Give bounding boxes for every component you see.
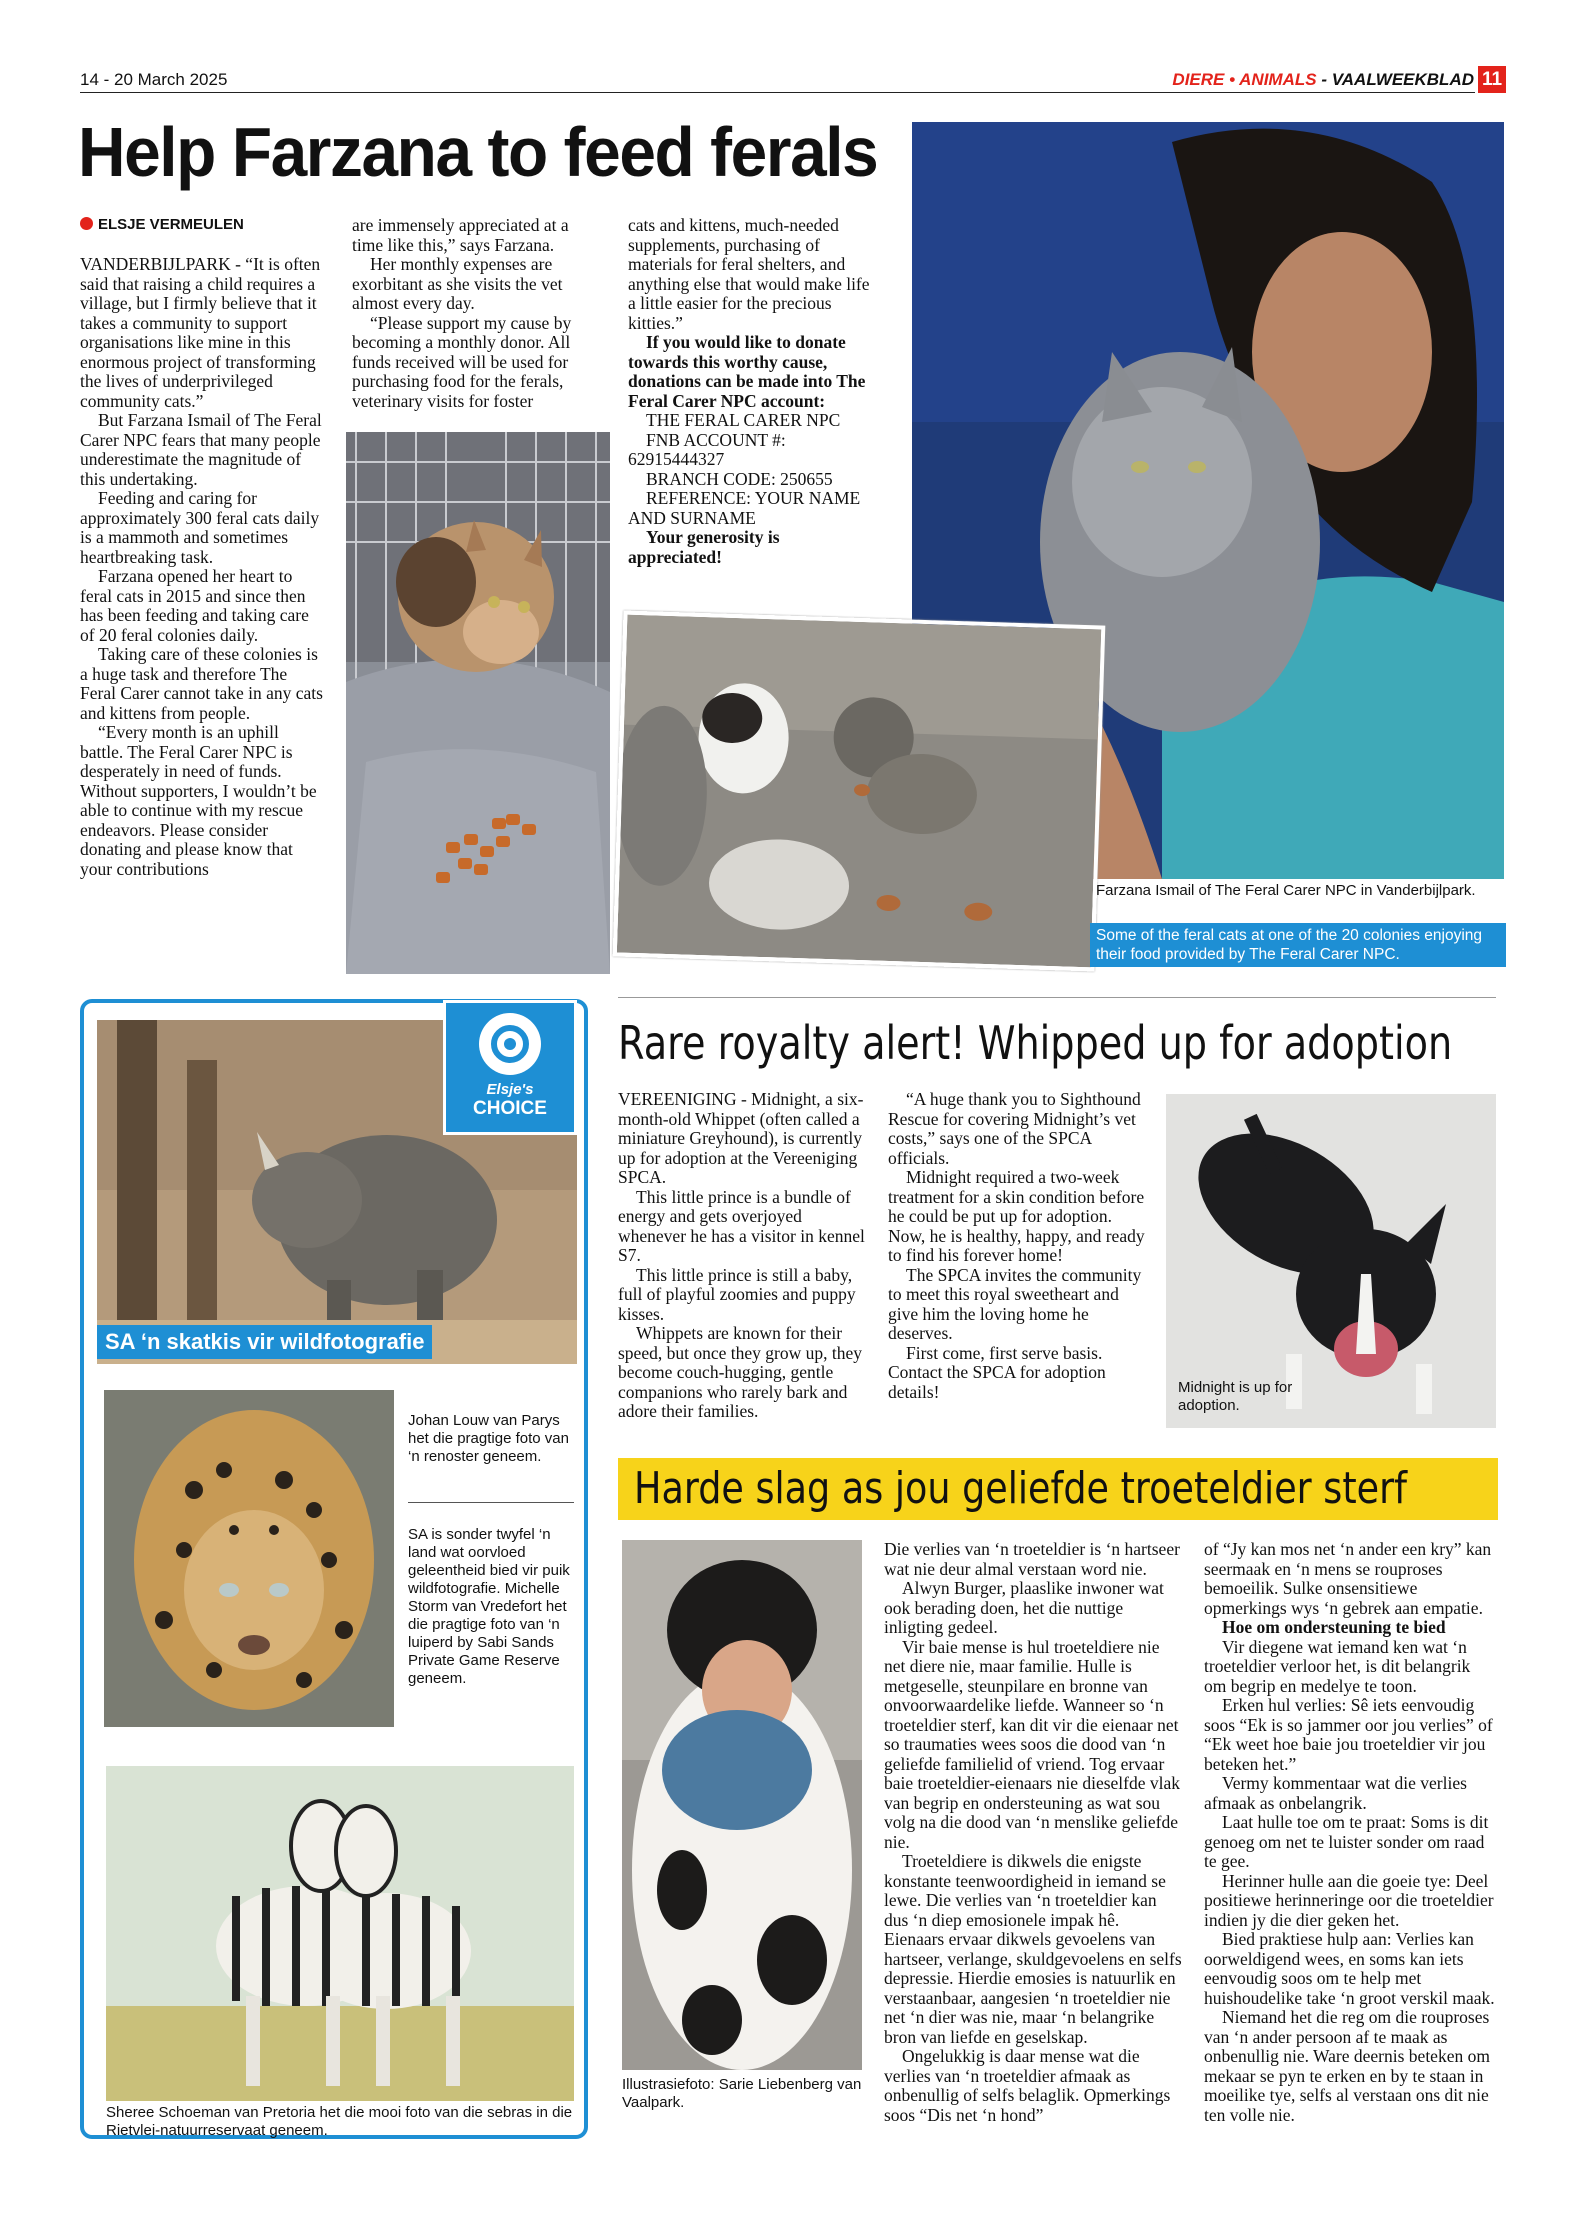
paragraph: VANDERBIJLPARK - “It is often said that raising a child requires a village, but I firmly believe that it takes a community to support organisations like mine in this enormous project of transforming the lives of underprivileged community cats.”	[80, 254, 321, 411]
paragraph: First come, first serve basis. Contact the SPCA for adoption details!	[888, 1342, 1106, 1402]
article1-col2	[352, 216, 604, 411]
paragraph: Taking care of these colonies is a huge task and therefore The Feral Carer cannot take in any cats and kittens from people.	[80, 644, 323, 723]
child-hugging-dog-photo	[622, 1540, 862, 2070]
paragraph: But Farzana Ismail of The Feral Carer NPC fears that many people underestimate the magnitude of this undertaking.	[80, 410, 322, 489]
article3-col2	[1204, 1540, 1496, 2125]
paragraph: “A huge thank you to Sighthound Rescue for covering Midnight’s vet costs,” says one of the SPCA officials.	[888, 1089, 1141, 1168]
camera-aperture-icon	[479, 1013, 541, 1075]
paragraph: Alwyn Burger, plaaslike inwoner wat ook berading doen, het die nuttige inligting gedeel.	[884, 1578, 1164, 1637]
leopard-caption: SA is sonder twyfel ‘n land wat oorvloed geleentheid bied vir puik wildfotografie. Michelle Storm van Vredefort het die pragtige foto van ‘n luiperd by Sabi Sands Private Game Reserve geneem.	[408, 1526, 570, 1687]
section-divider	[618, 997, 1496, 998]
article1-headline: Help Farzana to feed ferals	[78, 113, 878, 191]
paragraph: “Every month is an uphill battle. The Feral Carer NPC is desperately in need of funds. Without supporters, I wouldn’t be able to continue with my rescue endeavors. Please consider donating and please know that your contributions	[80, 722, 317, 879]
article2-col2	[888, 1090, 1150, 1402]
paragraph: cats and kittens, much-needed supplements, purchasing of materials for feral shelters, and anything else that would make life a little easier for the precious kitties.”	[628, 215, 870, 333]
article3-col1	[884, 1540, 1182, 2125]
paragraph: Her monthly expenses are exorbitant as she visits the vet almost every day.	[352, 254, 563, 313]
byline-name: ELSJE VERMEULEN	[98, 216, 244, 233]
feral-colony-photo	[613, 611, 1106, 972]
article1-byline	[80, 216, 244, 233]
colony-photo-caption: Some of the feral cats at one of the 20 colonies enjoying their food provided by The Feral Carer NPC.	[1090, 923, 1506, 967]
paragraph: Vir diegene wat iemand ken wat ‘n troeteldier verloor het, is dit belangrik om begrip en medelye te toon.	[1204, 1636, 1471, 1696]
article3-subhead: Hoe om ondersteuning te bied	[1222, 1617, 1446, 1637]
article1-col3	[628, 216, 876, 567]
leopard-photo	[104, 1390, 394, 1727]
zebra-photo	[106, 1766, 574, 2101]
closing-line: Your generosity is appreciated!	[628, 527, 780, 567]
paragraph: Troeteldiere is dikwels die enigste konstante teenwoordigheid in iemand se lewe. Die verlies van ‘n troeteldier kan dus ‘n diep emosionele impak hê. Eienaars ervaar dikwels gevoelens van hartseer, verlange, skuldgevoelens en selfs depressie. Hierdie emosies is natuurlik en verstaanbaar, aangesien ‘n troeteldier nie net ‘n dier was nie, maar ‘n belangrike bron van liefde en geselskap.	[884, 1851, 1182, 2047]
paragraph: of “Jy kan mos net ‘n ander een kry” kan seermaak en ‘n mens se rouproses bemoeilik. Sulke onsensitiewe opmerkings wys ‘n gebrek aan empatie.	[1204, 1539, 1492, 1618]
bank-line: REFERENCE: YOUR NAME AND SURNAME	[628, 488, 861, 528]
paragraph: Midnight required a two-week treatment for a skin condition before he could be put up for adoption. Now, he is healthy, happy, and ready to find his forever home!	[888, 1167, 1145, 1265]
choice-banner: SA ‘n skatkis vir wildfotografie	[97, 1325, 432, 1359]
section-label-sep: -	[1316, 70, 1332, 89]
elsjes-choice-badge	[443, 1000, 577, 1135]
section-label-red: DIERE • ANIMALS	[1172, 70, 1317, 89]
header-rule	[80, 92, 1475, 93]
rhino-caption: Johan Louw van Parys het die pragtige foto van ‘n renoster geneem.	[408, 1412, 569, 1465]
cat-in-cage-photo	[346, 432, 610, 974]
article3-headline-banner	[618, 1458, 1498, 1520]
caption-divider	[408, 1502, 574, 1503]
badge-line2: CHOICE	[473, 1098, 547, 1119]
paragraph: Bied praktiese hulp aan: Verlies kan oorweldigend wees, en soms kan iets eenvoudig soos om te help met huishoudelike take ‘n groot verskil maak.	[1204, 1929, 1495, 2008]
page-number: 11	[1478, 66, 1506, 93]
zebra-caption: Sheree Schoeman van Pretoria het die mooi foto van die sebras in die Rietvlei-natuurreservaat geneem.	[106, 2104, 573, 2139]
bank-line: THE FERAL CARER NPC	[646, 410, 841, 430]
paragraph: Laat hulle toe om te praat: Soms is dit genoeg om net te luister sonder om raad te gee.	[1204, 1812, 1489, 1871]
badge-line1: Elsje's	[486, 1081, 534, 1098]
article2-col1	[618, 1090, 874, 1422]
paragraph: This little prince is a bundle of energy and gets overjoyed whenever he has a visitor in kennel S7.	[618, 1186, 865, 1265]
paragraph: Whippets are known for their speed, but once they grow up, they become couch-hugging, gentle companions who rarely bark and adore their families.	[618, 1323, 862, 1421]
donate-intro: If you would like to donate towards this worthy cause, donations can be made into The Feral Carer NPC account:	[628, 332, 866, 411]
paragraph: Feeding and caring for approximately 300 feral cats daily is a mammoth and sometimes heartbreaking task.	[80, 488, 320, 567]
paragraph: Erken hul verlies: Sê iets eenvoudig soos “Ek is so jammer oor jou verlies” of “Ek weet hoe baie jou troeteldier vir jou beteken het.”	[1204, 1695, 1493, 1774]
section-label	[1172, 70, 1474, 90]
issue-date: 14 - 20 March 2025	[80, 70, 228, 89]
paragraph: This little prince is still a baby, full of playful zoomies and puppy kisses.	[618, 1264, 856, 1324]
paragraph: are immensely appreciated at a time like this,” says Farzana.	[352, 215, 569, 255]
whippet-caption: Midnight is up for adoption.	[1178, 1379, 1293, 1414]
paragraph: Vir baie mense is hul troeteldiere nie net diere nie, maar familie. Hulle is metgeselle, steunpilare en bronne van onvoorwaardelike liefde. Wanneer so ‘n troeteldier sterf, kan dit vir die eienaar net so traumaties wees soos die dood van ‘n geliefde familielid of vriend. Tog ervaar baie troeteldier-eienaars nie dieselfde vlak van begrip en ondersteuning as wat sou volg na die dood van ‘n menslike geliefde nie.	[884, 1636, 1181, 1852]
paragraph: The SPCA invites the community to meet this royal sweetheart and give him the loving home he deserves.	[888, 1264, 1142, 1343]
child-dog-caption: Illustrasiefoto: Sarie Liebenberg van Vaalpark.	[622, 2076, 862, 2111]
section-label-black: VAALWEEKBLAD	[1331, 70, 1474, 89]
paragraph: Vermy kommentaar wat die verlies afmaak as onbelangrik.	[1204, 1773, 1467, 1813]
farzana-photo-caption: Farzana Ismail of The Feral Carer NPC in Vanderbijlpark.	[1096, 882, 1476, 899]
paragraph: Niemand het die reg om die rouproses van ‘n ander persoon af te maak as onbenullig nie. Ware deernis beteken om mekaar se pyn te erken en by te staan in moeilike tye, selfs al verstaan ons dit nie ten volle nie.	[1204, 2007, 1490, 2125]
paragraph: Herinner hulle aan die goeie tye: Deel positiewe herinneringe oor die troeteldier indien jy die dier geken het.	[1204, 1870, 1494, 1930]
whippet-photo	[1166, 1094, 1496, 1428]
article2-headline: Rare royalty alert! Whipped up for adoption	[618, 1016, 1453, 1070]
article1-col1	[80, 255, 326, 879]
paragraph: Die verlies van ‘n troeteldier is ‘n hartseer wat nie deur almal verstaan word nie.	[884, 1539, 1180, 1579]
byline-dot-icon	[80, 217, 93, 230]
paragraph: VEREENIGING - Midnight, a six-month-old Whippet (often called a miniature Greyhound), is currently up for adoption at the Vereeniging SPCA.	[618, 1089, 864, 1187]
paragraph: Ongelukkig is daar mense wat die verlies van ‘n troeteldier afmaak as onbenullig of selfs belaglik. Opmerkings soos “Dis net ‘n hond”	[884, 2046, 1171, 2125]
bank-line: BRANCH CODE: 250655	[646, 468, 833, 489]
bank-details	[628, 411, 876, 528]
bank-line: FNB ACCOUNT #: 62915444327	[628, 429, 786, 469]
article3-headline: Harde slag as jou geliefde troeteldier sterf	[634, 1463, 1407, 1514]
paragraph: Farzana opened her heart to feral cats in 2015 and since then has been feeding and taking care of 20 feral colonies daily.	[80, 566, 309, 645]
paragraph: “Please support my cause by becoming a monthly donor. All funds received will be used for purchasing food for the ferals, veterinary visits for foster	[352, 312, 572, 411]
